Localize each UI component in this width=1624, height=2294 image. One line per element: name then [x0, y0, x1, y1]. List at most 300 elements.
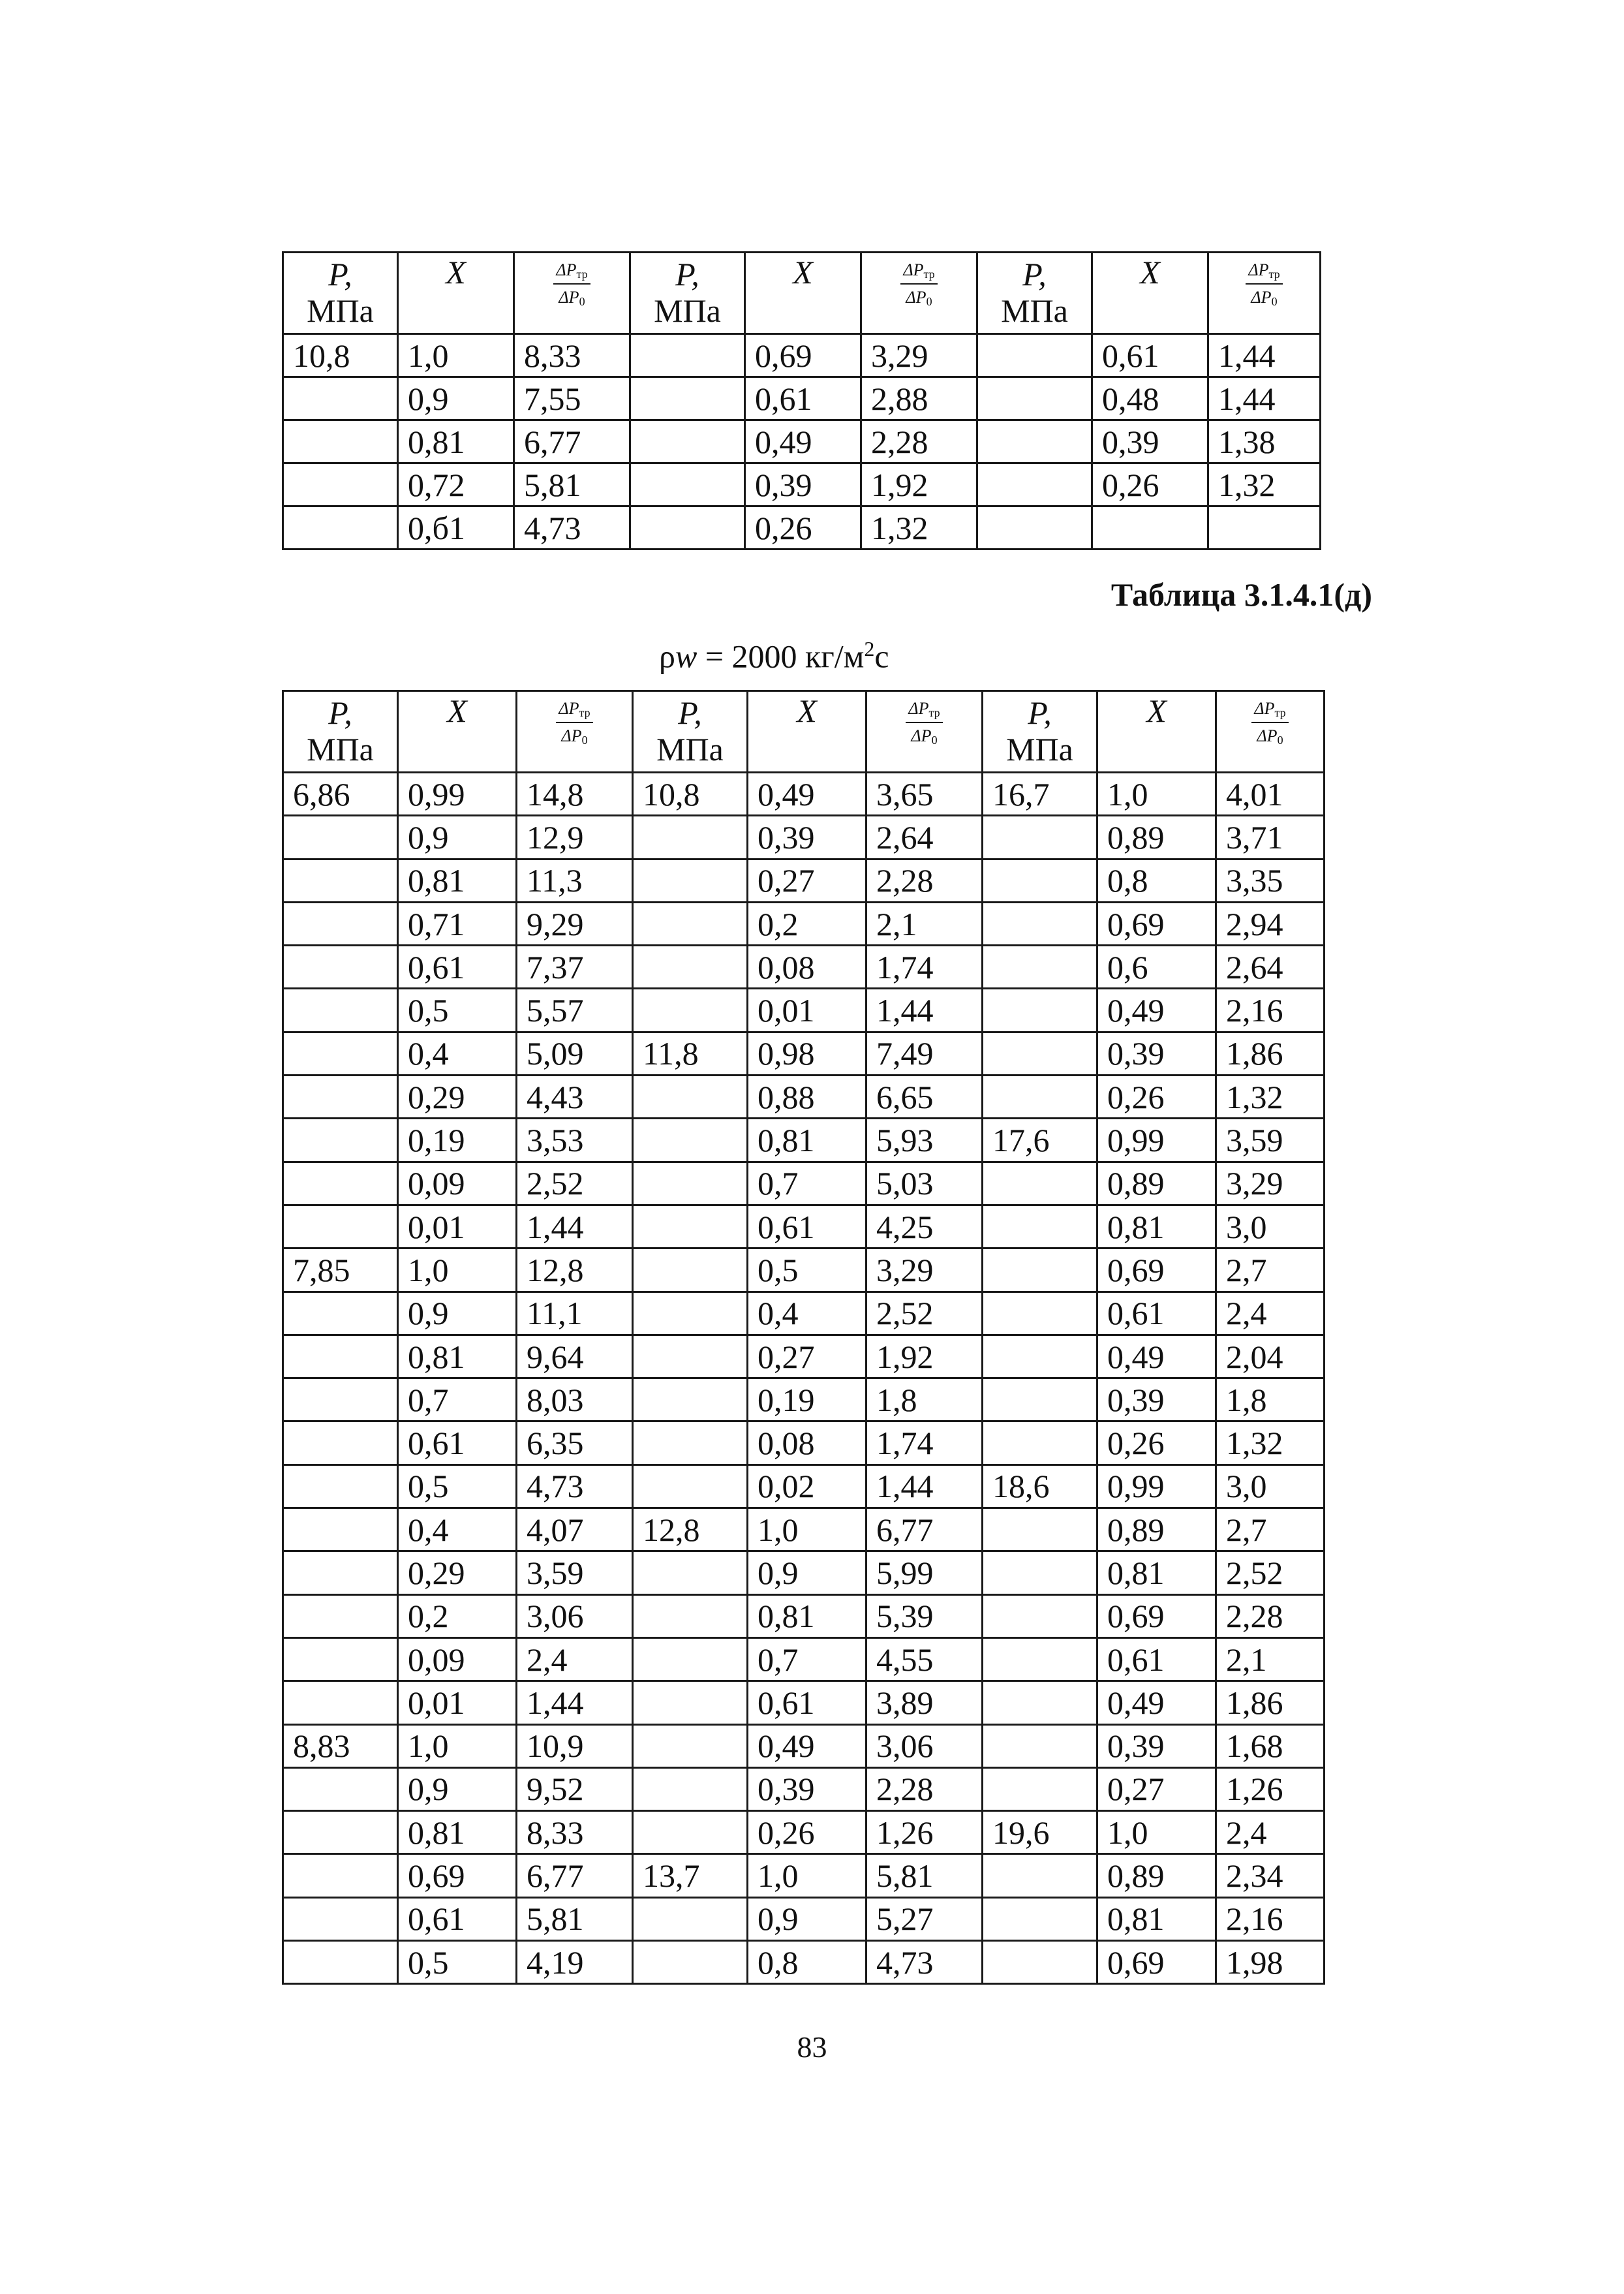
table-cell: 1,44 — [517, 1681, 633, 1724]
table-cell: 0,5 — [748, 1248, 866, 1292]
table-cell — [283, 463, 398, 506]
table-row — [283, 1205, 1325, 1248]
table-cell: 3,29 — [866, 1248, 983, 1292]
table-cell: 7,85 — [283, 1248, 398, 1292]
table-cell: 0,26 — [1097, 1421, 1216, 1465]
header-ratio: $\frac{\Delta P_{тр}}{\Delta P_0}$ — [514, 253, 630, 334]
table-cell — [977, 377, 1092, 420]
table-cell — [983, 1681, 1097, 1724]
table-cell: 1,0 — [1097, 773, 1216, 816]
header-ratio: $\frac{\Delta P_{тр}}{\Delta P_0}$ — [861, 253, 977, 334]
table-cell: 0,81 — [398, 420, 514, 463]
table-cell — [983, 1032, 1097, 1075]
table-cell — [630, 420, 745, 463]
table-cell: 7,55 — [514, 377, 630, 420]
table-cell: 4,25 — [866, 1205, 983, 1248]
table-cell — [977, 506, 1092, 550]
table-head — [283, 691, 1325, 773]
table-cell: 0,61 — [398, 1421, 517, 1465]
table-cell: 0,29 — [398, 1076, 517, 1119]
table-cell: 1,32 — [1216, 1421, 1325, 1465]
table-cell: 1,8 — [1216, 1378, 1325, 1421]
table-cell: 2,4 — [1216, 1811, 1325, 1854]
table-cell: 0,26 — [748, 1811, 866, 1854]
table-cell: 0,69 — [1097, 902, 1216, 945]
table-row — [283, 1421, 1325, 1465]
table-row — [283, 334, 1321, 377]
table-cell: 1,44 — [1208, 377, 1321, 420]
table-cell — [630, 377, 745, 420]
table-row — [283, 1032, 1325, 1075]
table-cell: 3,06 — [866, 1724, 983, 1767]
table-cell: 9,64 — [517, 1335, 633, 1378]
table-cell: 2,52 — [517, 1162, 633, 1205]
table-cell: 1,86 — [1216, 1032, 1325, 1075]
header-x: X — [398, 253, 514, 334]
table-cell: 2,94 — [1216, 902, 1325, 945]
header-x: X — [1092, 253, 1208, 334]
table-cell — [283, 1378, 398, 1421]
table-cell: 0,б1 — [398, 506, 514, 550]
table-cell: 1,44 — [517, 1205, 633, 1248]
table-row — [283, 1119, 1325, 1162]
table-cell: 12,9 — [517, 816, 633, 859]
header-row — [283, 691, 1325, 773]
table-cell — [983, 902, 1097, 945]
table-cell: 7,49 — [866, 1032, 983, 1075]
table-cell — [633, 859, 748, 902]
table-cell: 1,0 — [748, 1508, 866, 1551]
table-cell: 0,71 — [398, 902, 517, 945]
table-cell: 2,28 — [1216, 1594, 1325, 1637]
table-cell: 2,52 — [1216, 1551, 1325, 1594]
table-cell: 6,35 — [517, 1421, 633, 1465]
table-cell: 1,38 — [1208, 420, 1321, 463]
header-ratio: $\frac{\Delta P_{тр}}{\Delta P_0}$ — [866, 691, 983, 773]
table-cell: 0,69 — [1097, 1594, 1216, 1637]
table-cell: 0,2 — [398, 1594, 517, 1637]
table-cell: 0,9 — [398, 377, 514, 420]
table-cell: 3,59 — [517, 1551, 633, 1594]
table-head — [283, 253, 1321, 334]
table-cell: 5,57 — [517, 989, 633, 1032]
table-row — [283, 463, 1321, 506]
table-cell: 5,39 — [866, 1594, 983, 1637]
table-cell: 6,86 — [283, 773, 398, 816]
table-cell: 2,1 — [1216, 1637, 1325, 1681]
table-cell — [633, 1205, 748, 1248]
table-cell — [633, 1292, 748, 1335]
table-cell — [283, 946, 398, 989]
table-cell: 0,39 — [748, 1767, 866, 1810]
table-cell: 0,9 — [398, 1292, 517, 1335]
table-cell: 1,44 — [1208, 334, 1321, 377]
table-cell — [283, 1076, 398, 1119]
table-cell: 0,01 — [398, 1205, 517, 1248]
table-cell: 0,02 — [748, 1465, 866, 1508]
table-cell: 1,44 — [866, 1465, 983, 1508]
table-cell: 0,49 — [748, 1724, 866, 1767]
header-row — [283, 253, 1321, 334]
header-pressure: P, МПа — [630, 253, 745, 334]
table-cell — [633, 1335, 748, 1378]
table-row — [283, 1811, 1325, 1854]
table-cell — [983, 1941, 1097, 1984]
table-cell: 0,7 — [398, 1378, 517, 1421]
table-cell: 6,77 — [517, 1854, 633, 1897]
table-cell: 1,32 — [1216, 1076, 1325, 1119]
table-cell: 0,99 — [398, 773, 517, 816]
table-cell: 0,89 — [1097, 816, 1216, 859]
header-x: X — [1097, 691, 1216, 773]
table-cell: 5,93 — [866, 1119, 983, 1162]
table-cell: 13,7 — [633, 1854, 748, 1897]
table-cell: 1,0 — [748, 1854, 866, 1897]
table-cell: 1,74 — [866, 946, 983, 989]
table-cell: 3,0 — [1216, 1205, 1325, 1248]
table-cell: 5,81 — [866, 1854, 983, 1897]
table-cell — [630, 506, 745, 550]
header-x: X — [398, 691, 517, 773]
table-cell — [983, 1076, 1097, 1119]
header-ratio: $\frac{\Delta P_{тр}}{\Delta P_0}$ — [1216, 691, 1325, 773]
table-cell: 0,9 — [398, 816, 517, 859]
table-row — [283, 1897, 1325, 1940]
table-row — [283, 902, 1325, 945]
table-cell: 0,27 — [748, 859, 866, 902]
table-cell: 4,73 — [514, 506, 630, 550]
table-cell: 0,01 — [748, 989, 866, 1032]
table-cell: 2,4 — [517, 1637, 633, 1681]
table-cell: 10,9 — [517, 1724, 633, 1767]
table-cell: 14,8 — [517, 773, 633, 816]
table-cell — [283, 1594, 398, 1637]
table-cell: 2,64 — [1216, 946, 1325, 989]
table-row — [283, 1465, 1325, 1508]
header-ratio: $\frac{\Delta P_{тр}}{\Delta P_0}$ — [1208, 253, 1321, 334]
table-continuation — [282, 251, 1321, 550]
table-cell: 0,72 — [398, 463, 514, 506]
table-cell: 3,89 — [866, 1681, 983, 1724]
table-cell — [283, 1421, 398, 1465]
header-pressure: P, МПа — [633, 691, 748, 773]
table-cell: 0,49 — [1097, 1681, 1216, 1724]
table-cell: 4,01 — [1216, 773, 1325, 816]
table-cell: 0,7 — [748, 1162, 866, 1205]
table-cell: 0,81 — [398, 1811, 517, 1854]
table-cell: 6,77 — [866, 1508, 983, 1551]
table-cell — [633, 1941, 748, 1984]
table-cell — [977, 334, 1092, 377]
table-row — [283, 773, 1325, 816]
table-cell: 0,2 — [748, 902, 866, 945]
table-cell: 1,26 — [866, 1811, 983, 1854]
table-cell: 0,61 — [1092, 334, 1208, 377]
table-cell — [283, 1292, 398, 1335]
table-cell: 0,61 — [748, 1205, 866, 1248]
table-cell: 0,81 — [748, 1594, 866, 1637]
table-cell: 1,92 — [866, 1335, 983, 1378]
table-cell: 0,89 — [1097, 1508, 1216, 1551]
table-cell: 5,81 — [517, 1897, 633, 1940]
table-cell: 0,69 — [1097, 1941, 1216, 1984]
table-cell: 0,08 — [748, 1421, 866, 1465]
table-cell: 0,69 — [745, 334, 861, 377]
table-cell — [633, 1811, 748, 1854]
table-cell: 2,4 — [1216, 1292, 1325, 1335]
table-cell — [283, 1637, 398, 1681]
table-cell — [633, 902, 748, 945]
table-cell: 12,8 — [633, 1508, 748, 1551]
table-cell — [633, 989, 748, 1032]
table-cell — [283, 1551, 398, 1594]
table-cell: 0,81 — [1097, 1205, 1216, 1248]
table-cell — [633, 1551, 748, 1594]
table-cell — [633, 1897, 748, 1940]
table-cell — [283, 1162, 398, 1205]
table-row — [283, 377, 1321, 420]
table-cell — [633, 1594, 748, 1637]
table-cell — [633, 1248, 748, 1292]
table-cell — [283, 1681, 398, 1724]
table-cell: 0,9 — [748, 1551, 866, 1594]
table-cell: 0,8 — [1097, 859, 1216, 902]
table-cell — [983, 1205, 1097, 1248]
table-cell: 0,61 — [748, 1681, 866, 1724]
table-body — [283, 773, 1325, 1984]
table-row — [283, 1941, 1325, 1984]
table-cell: 2,04 — [1216, 1335, 1325, 1378]
table-cell: 5,03 — [866, 1162, 983, 1205]
table-cell — [633, 1637, 748, 1681]
table-cell: 0,81 — [398, 1335, 517, 1378]
table-cell — [633, 1465, 748, 1508]
header-x: X — [745, 253, 861, 334]
table-cell: 5,27 — [866, 1897, 983, 1940]
table-cell: 5,99 — [866, 1551, 983, 1594]
table-cell — [283, 377, 398, 420]
table-cell — [283, 1119, 398, 1162]
table-cell: 0,39 — [1097, 1378, 1216, 1421]
table-cell — [983, 1421, 1097, 1465]
table-cell: 0,69 — [1097, 1248, 1216, 1292]
table-cell: 0,81 — [1097, 1551, 1216, 1594]
table-cell: 0,19 — [748, 1378, 866, 1421]
table-row — [283, 1076, 1325, 1119]
table-cell: 1,68 — [1216, 1724, 1325, 1767]
header-pressure: P, МПа — [283, 691, 398, 773]
table-cell: 1,0 — [1097, 1811, 1216, 1854]
table-cell — [983, 1767, 1097, 1810]
table-cell: 0,39 — [1097, 1724, 1216, 1767]
table-cell: 8,83 — [283, 1724, 398, 1767]
table-cell: 2,28 — [866, 859, 983, 902]
table-cell — [983, 1594, 1097, 1637]
table-cell: 8,03 — [517, 1378, 633, 1421]
table-cell: 10,8 — [633, 773, 748, 816]
table-cell: 16,7 — [983, 773, 1097, 816]
table-cell: 1,74 — [866, 1421, 983, 1465]
table-cell: 0,39 — [1092, 420, 1208, 463]
table-cell: 0,39 — [748, 816, 866, 859]
table-cell: 1,8 — [866, 1378, 983, 1421]
table-cell — [283, 1811, 398, 1854]
table-cell — [983, 989, 1097, 1032]
table-cell — [983, 1162, 1097, 1205]
table-cell: 0,29 — [398, 1551, 517, 1594]
table-cell: 4,43 — [517, 1076, 633, 1119]
table-cell: 0,89 — [1097, 1854, 1216, 1897]
table-cell: 1,86 — [1216, 1681, 1325, 1724]
table-cell: 4,73 — [517, 1465, 633, 1508]
table-cell: 5,81 — [514, 463, 630, 506]
header-pressure: P, МПа — [283, 253, 398, 334]
table-cell: 8,33 — [514, 334, 630, 377]
table-cell: 0,48 — [1092, 377, 1208, 420]
table-cell: 11,1 — [517, 1292, 633, 1335]
table-row — [283, 816, 1325, 859]
table-cell — [633, 946, 748, 989]
table-cell: 0,6 — [1097, 946, 1216, 989]
table-cell: 4,55 — [866, 1637, 983, 1681]
table-cell — [983, 1637, 1097, 1681]
table-cell — [983, 1335, 1097, 1378]
table-cell — [983, 1854, 1097, 1897]
table-cell: 3,0 — [1216, 1465, 1325, 1508]
table-cell: 0,39 — [1097, 1032, 1216, 1075]
table-cell: 0,9 — [748, 1897, 866, 1940]
table-cell — [633, 1724, 748, 1767]
table-cell: 2,1 — [866, 902, 983, 945]
table-cell: 17,6 — [983, 1119, 1097, 1162]
table-cell — [633, 816, 748, 859]
table-cell — [983, 1724, 1097, 1767]
table-cell: 3,53 — [517, 1119, 633, 1162]
table-cell — [983, 1292, 1097, 1335]
table-cell: 0,49 — [1097, 989, 1216, 1032]
table-cell: 9,29 — [517, 902, 633, 945]
table-row — [283, 1854, 1325, 1897]
table-cell: 0,27 — [748, 1335, 866, 1378]
table-row — [283, 1292, 1325, 1335]
table-cell: 1,0 — [398, 1248, 517, 1292]
table-cell — [633, 1421, 748, 1465]
table-cell: 3,71 — [1216, 816, 1325, 859]
table-cell: 0,61 — [1097, 1637, 1216, 1681]
table-cell — [983, 1378, 1097, 1421]
table-cell — [983, 1508, 1097, 1551]
table-cell — [977, 463, 1092, 506]
table-cell: 3,29 — [861, 334, 977, 377]
table-row — [283, 1162, 1325, 1205]
table-cell — [283, 989, 398, 1032]
table-cell — [633, 1378, 748, 1421]
table-cell: 4,73 — [866, 1941, 983, 1984]
table-cell: 1,92 — [861, 463, 977, 506]
table-cell — [630, 463, 745, 506]
table-cell — [1208, 506, 1321, 550]
header-pressure: P, МПа — [983, 691, 1097, 773]
table-cell: 1,44 — [866, 989, 983, 1032]
table-cell — [983, 1551, 1097, 1594]
table-cell — [983, 1897, 1097, 1940]
table-cell — [283, 1854, 398, 1897]
table-cell: 7,37 — [517, 946, 633, 989]
table-cell — [283, 1032, 398, 1075]
table-cell: 2,7 — [1216, 1508, 1325, 1551]
table-cell: 3,06 — [517, 1594, 633, 1637]
table-row — [283, 1248, 1325, 1292]
table-cell — [283, 1508, 398, 1551]
table-cell: 0,8 — [748, 1941, 866, 1984]
table-cell: 0,89 — [1097, 1162, 1216, 1205]
table-cell: 0,69 — [398, 1854, 517, 1897]
table-cell — [283, 902, 398, 945]
table-cell: 0,09 — [398, 1637, 517, 1681]
table-row — [283, 1724, 1325, 1767]
table-cell: 0,61 — [398, 946, 517, 989]
table-row — [283, 1335, 1325, 1378]
table-cell: 1,98 — [1216, 1941, 1325, 1984]
table-row — [283, 946, 1325, 989]
table-cell: 0,61 — [1097, 1292, 1216, 1335]
table-caption: Таблица 3.1.4.1(д) — [1111, 576, 1372, 613]
table-cell: 2,28 — [861, 420, 977, 463]
table-cell: 11,3 — [517, 859, 633, 902]
table-cell: 2,34 — [1216, 1854, 1325, 1897]
table-cell: 0,61 — [398, 1897, 517, 1940]
table-cell: 0,49 — [748, 773, 866, 816]
table-cell: 0,88 — [748, 1076, 866, 1119]
header-ratio: $\frac{\Delta P_{тр}}{\Delta P_0}$ — [517, 691, 633, 773]
table-cell: 0,08 — [748, 946, 866, 989]
table-cell — [633, 1681, 748, 1724]
table-cell — [977, 420, 1092, 463]
table-cell — [283, 859, 398, 902]
table-cell: 4,07 — [517, 1508, 633, 1551]
table-row — [283, 420, 1321, 463]
table-cell: 0,26 — [1097, 1076, 1216, 1119]
table-cell — [283, 506, 398, 550]
table-cell: 0,26 — [745, 506, 861, 550]
table-cell: 1,0 — [398, 334, 514, 377]
table-cell — [283, 1465, 398, 1508]
table-cell: 0,19 — [398, 1119, 517, 1162]
table-row — [283, 1681, 1325, 1724]
table-row — [283, 989, 1325, 1032]
table-cell — [283, 1335, 398, 1378]
table-cell: 6,77 — [514, 420, 630, 463]
table-cell — [630, 334, 745, 377]
table-cell — [283, 1205, 398, 1248]
table-cell: 10,8 — [283, 334, 398, 377]
table-cell: 3,35 — [1216, 859, 1325, 902]
table-row — [283, 1508, 1325, 1551]
page-number: 83 — [797, 2030, 827, 2064]
table-cell: 0,81 — [398, 859, 517, 902]
table-cell — [283, 1767, 398, 1810]
table-cell: 0,27 — [1097, 1767, 1216, 1810]
table-cell: 2,28 — [866, 1767, 983, 1810]
table-cell: 0,81 — [1097, 1897, 1216, 1940]
table-row — [283, 506, 1321, 550]
table-cell: 0,39 — [745, 463, 861, 506]
table-cell: 0,5 — [398, 1465, 517, 1508]
table-cell — [633, 1767, 748, 1810]
table-cell — [983, 946, 1097, 989]
header-pressure: P, МПа — [977, 253, 1092, 334]
table-cell: 5,09 — [517, 1032, 633, 1075]
